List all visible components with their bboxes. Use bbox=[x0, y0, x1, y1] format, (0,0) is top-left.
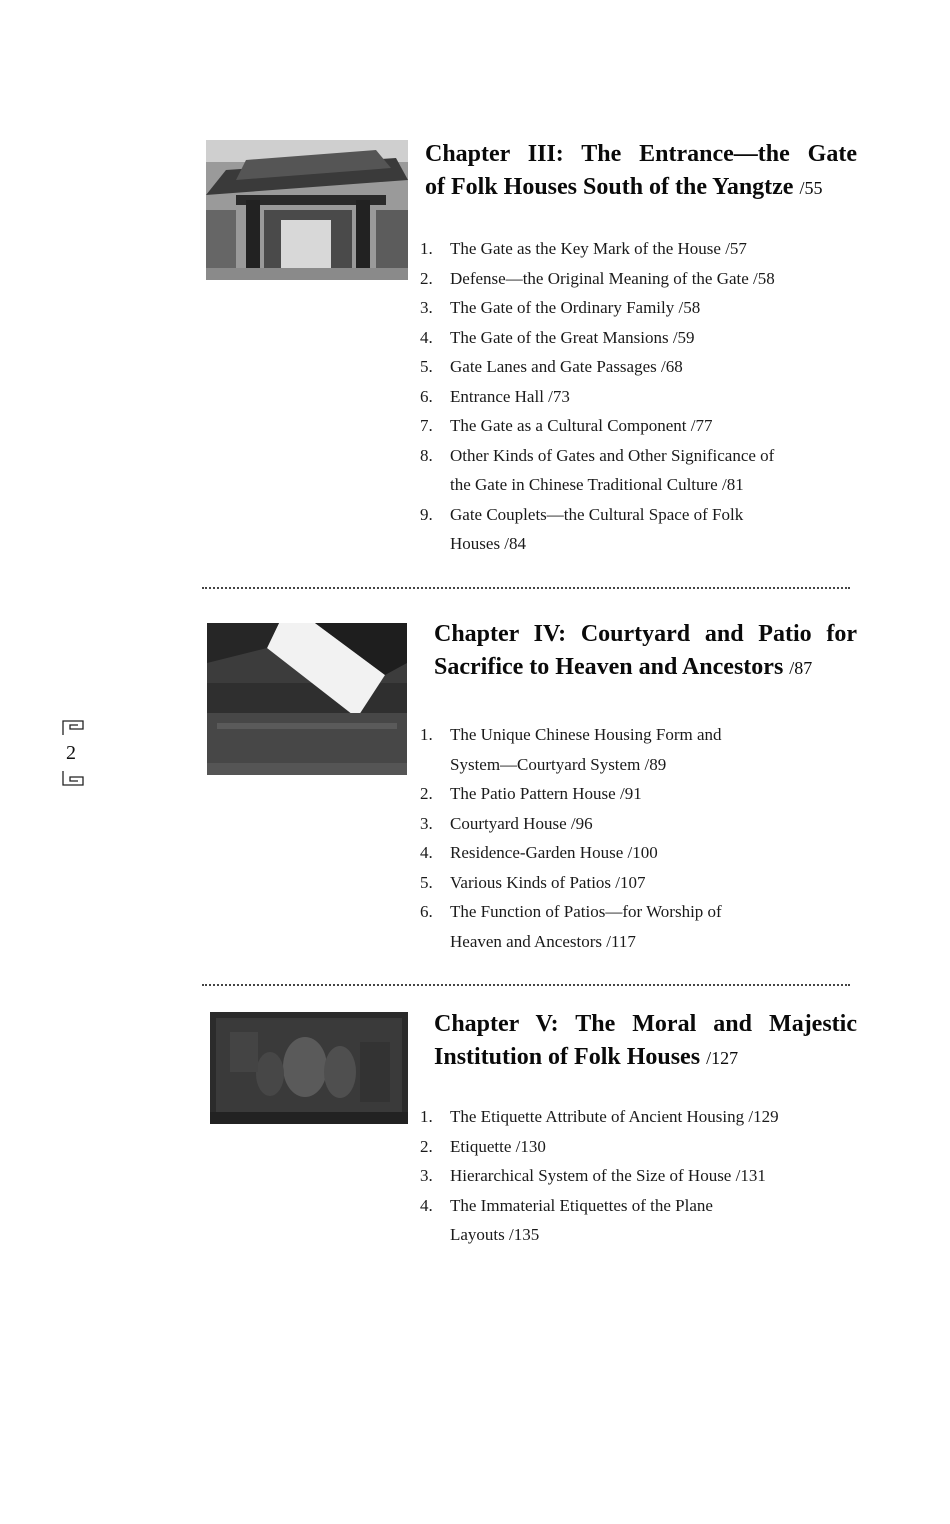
item-text-line-1: The Immaterial Etiquettes of the Plane bbox=[450, 1195, 713, 1215]
toc-item[interactable] bbox=[420, 234, 850, 264]
item-number: 6. bbox=[420, 902, 433, 921]
item-text: The Gate of the Ordinary Family /58 bbox=[450, 298, 701, 317]
page-number-marker bbox=[62, 720, 90, 788]
toc-item[interactable] bbox=[420, 1161, 850, 1191]
gate-illustration bbox=[206, 140, 408, 280]
item-text: Entrance Hall /73 bbox=[450, 386, 570, 406]
etiquette-illustration bbox=[210, 1012, 408, 1124]
item-number: 4. bbox=[420, 1195, 433, 1215]
toc-item[interactable] bbox=[420, 868, 850, 898]
item-text-line-2: System—Courtyard System /89 bbox=[450, 754, 667, 774]
chapter-4-photo bbox=[207, 623, 407, 775]
chapter-4-page: /87 bbox=[789, 658, 813, 678]
item-text-line-1: The Function of Patios—for Worship of bbox=[450, 902, 722, 921]
item-number: 6. bbox=[420, 386, 433, 406]
item-text: The Gate of the Great Mansions /59 bbox=[450, 327, 695, 347]
chapter-5-section-list bbox=[420, 1102, 850, 1250]
section-divider bbox=[202, 984, 850, 986]
item-number: 5. bbox=[420, 357, 433, 376]
item-number: 2. bbox=[420, 268, 433, 288]
page-number: 2 bbox=[66, 742, 76, 764]
toc-item[interactable] bbox=[420, 293, 850, 323]
item-number: 1. bbox=[420, 725, 433, 744]
item-number: 5. bbox=[420, 872, 433, 892]
meander-top-icon bbox=[62, 720, 84, 736]
item-text: Etiquette /130 bbox=[450, 1136, 546, 1156]
item-text-line-1: Other Kinds of Gates and Other Significance of bbox=[450, 445, 775, 465]
item-text: Defense—the Original Meaning of the Gate /58 bbox=[450, 268, 775, 288]
item-text: Courtyard House /96 bbox=[450, 813, 593, 833]
toc-item[interactable] bbox=[420, 323, 850, 353]
chapter-4-section-list bbox=[420, 720, 850, 956]
item-text: Gate Lanes and Gate Passages /68 bbox=[450, 357, 683, 376]
toc-item[interactable] bbox=[420, 897, 850, 956]
toc-item[interactable] bbox=[420, 1102, 850, 1132]
toc-item[interactable] bbox=[420, 1132, 850, 1162]
item-number: 9. bbox=[420, 504, 433, 524]
item-text-line-1: The Unique Chinese Housing Form and bbox=[450, 725, 722, 744]
item-text-line-1: Gate Couplets—the Cultural Space of Folk bbox=[450, 504, 744, 524]
chapter-4-title-line-2 bbox=[434, 651, 857, 685]
toc-item[interactable] bbox=[420, 809, 850, 839]
item-text: Hierarchical System of the Size of House /131 bbox=[450, 1166, 766, 1185]
item-number: 1. bbox=[420, 239, 433, 258]
item-number: 3. bbox=[420, 813, 433, 833]
item-number: 2. bbox=[420, 784, 433, 803]
item-number: 4. bbox=[420, 843, 433, 862]
courtyard-illustration bbox=[207, 623, 407, 775]
chapter-3-title-line-2 bbox=[425, 171, 857, 205]
item-text: Residence-Garden House /100 bbox=[450, 843, 658, 862]
item-text-line-2: Houses /84 bbox=[450, 534, 527, 553]
meander-bottom-icon bbox=[62, 770, 84, 786]
toc-item[interactable] bbox=[420, 500, 850, 559]
chapter-5-title-line-2 bbox=[434, 1041, 857, 1075]
item-text: Various Kinds of Patios /107 bbox=[450, 872, 646, 892]
item-number: 1. bbox=[420, 1107, 433, 1126]
toc-item[interactable] bbox=[420, 1191, 850, 1250]
toc-item[interactable] bbox=[420, 779, 850, 809]
toc-item[interactable] bbox=[420, 411, 850, 441]
chapter-3-photo bbox=[206, 140, 408, 280]
toc-item[interactable] bbox=[420, 720, 850, 779]
chapter-3-title bbox=[425, 138, 857, 205]
toc-item[interactable] bbox=[420, 382, 850, 412]
chapter-5-photo bbox=[210, 1012, 408, 1124]
chapter-4-title-line-1: Chapter IV: Courtyard and Patio for bbox=[434, 621, 857, 647]
item-text-line-2: Heaven and Ancestors /117 bbox=[450, 931, 636, 951]
chapter-3-title-line-1: Chapter III: The Entrance—the Gate bbox=[425, 141, 857, 167]
item-number: 8. bbox=[420, 445, 433, 465]
chapter-3-title-line-2-text: of Folk Houses South of the Yangtze bbox=[425, 174, 794, 200]
item-number: 2. bbox=[420, 1136, 433, 1156]
item-text: The Patio Pattern House /91 bbox=[450, 784, 642, 803]
item-number: 3. bbox=[420, 298, 433, 317]
section-divider bbox=[202, 587, 850, 589]
item-text-line-2: the Gate in Chinese Traditional Culture /81 bbox=[450, 475, 744, 494]
item-number: 7. bbox=[420, 416, 433, 435]
item-number: 3. bbox=[420, 1166, 433, 1185]
chapter-3-page: /55 bbox=[799, 178, 823, 198]
item-text: The Gate as the Key Mark of the House /57 bbox=[450, 239, 747, 258]
toc-item[interactable] bbox=[420, 264, 850, 294]
chapter-5-page: /127 bbox=[706, 1048, 739, 1068]
toc-item[interactable] bbox=[420, 838, 850, 868]
chapter-4-title bbox=[434, 618, 857, 685]
chapter-3-section-list bbox=[420, 234, 850, 559]
toc-item[interactable] bbox=[420, 352, 850, 382]
chapter-4-title-line-2-text: Sacrifice to Heaven and Ancestors bbox=[434, 654, 784, 680]
chapter-5-title bbox=[434, 1008, 857, 1075]
item-number: 4. bbox=[420, 327, 433, 347]
chapter-5-title-line-1: Chapter V: The Moral and Majestic bbox=[434, 1011, 857, 1037]
item-text-line-2: Layouts /135 bbox=[450, 1225, 540, 1244]
chapter-5-title-line-2-text: Institution of Folk Houses bbox=[434, 1044, 701, 1070]
toc-item[interactable] bbox=[420, 441, 850, 500]
item-text: The Etiquette Attribute of Ancient Housing /129 bbox=[450, 1107, 779, 1126]
item-text: The Gate as a Cultural Component /77 bbox=[450, 416, 713, 435]
